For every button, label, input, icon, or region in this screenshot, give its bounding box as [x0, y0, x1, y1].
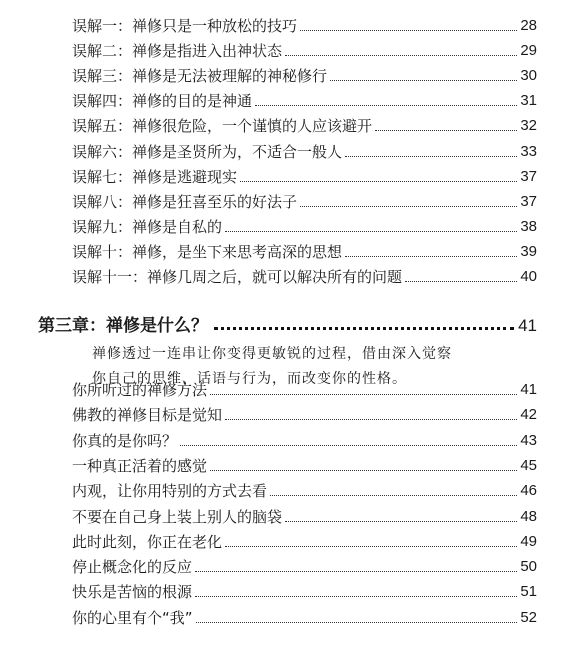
toc-entry-title: 你的心里有个“我” — [72, 608, 193, 627]
toc-entry-title: 误解一：禅修只是一种放松的技巧 — [72, 17, 298, 35]
toc-page-number: 45 — [520, 456, 537, 474]
leader-dots — [225, 546, 517, 547]
chapter-title: 第三章：禅修是什么？ — [38, 316, 208, 336]
toc-page-number: 41 — [520, 381, 537, 398]
leader-dots — [214, 327, 514, 330]
toc-entry[interactable] — [72, 12, 537, 36]
toc-entry[interactable] — [72, 163, 537, 187]
toc-entry-title: 误解二：禅修是指进入出神状态 — [72, 42, 283, 61]
toc-entry[interactable] — [72, 503, 537, 527]
leader-dots — [255, 105, 517, 106]
toc-page-number: 32 — [520, 117, 537, 135]
toc-entry[interactable] — [72, 452, 537, 476]
toc-page-number: 43 — [520, 431, 537, 449]
toc-entry-title: 此时此刻，你正在老化 — [72, 532, 223, 551]
toc-entry[interactable] — [72, 578, 537, 602]
toc-entry-title: 误解七：禅修是逃避现实 — [72, 167, 238, 186]
toc-entry[interactable] — [72, 604, 537, 628]
toc-page-number: 46 — [520, 482, 537, 500]
toc-entry-title: 内观，让你用特别的方式去看 — [72, 482, 268, 501]
leader-dots — [300, 206, 517, 207]
toc-entry[interactable] — [72, 188, 537, 212]
leader-dots — [225, 231, 517, 232]
leader-dots — [270, 495, 517, 496]
leader-dots — [330, 80, 517, 81]
toc-page-number: 40 — [520, 268, 537, 285]
leader-dots — [240, 181, 517, 182]
leader-dots — [210, 470, 517, 471]
toc-page-number: 29 — [520, 42, 537, 60]
toc-entry-title: 快乐是苦恼的根源 — [72, 583, 193, 602]
toc-entry-title: 误解十：禅修，是坐下来思考高深的思想 — [72, 242, 343, 261]
toc-entry[interactable] — [72, 213, 537, 237]
toc-page-number: 38 — [520, 217, 537, 235]
toc-entry-title: 佛教的禅修目标是觉知 — [72, 406, 223, 425]
toc-entry[interactable] — [72, 477, 537, 501]
chapter-page-number: 41 — [518, 316, 537, 335]
toc-entry[interactable] — [72, 401, 537, 425]
toc-entry-title: 你所听过的禅修方法 — [72, 381, 208, 399]
leader-dots — [300, 30, 517, 31]
toc-entry[interactable] — [72, 427, 537, 451]
leader-dots — [210, 394, 517, 395]
leader-dots — [180, 445, 517, 446]
toc-page-number: 33 — [520, 142, 537, 160]
leader-dots — [405, 281, 517, 282]
toc-page-number: 30 — [520, 67, 537, 85]
toc-entry[interactable] — [72, 238, 537, 262]
toc-page-number: 39 — [520, 242, 537, 260]
toc-entry[interactable] — [72, 62, 537, 86]
toc-page-number: 28 — [520, 17, 537, 34]
toc-page-number: 31 — [520, 92, 537, 110]
toc-page-number: 51 — [520, 583, 537, 601]
leader-dots — [345, 256, 517, 257]
leader-dots — [195, 596, 517, 597]
toc-entry[interactable] — [72, 112, 537, 136]
chapter-three-heading[interactable] — [38, 306, 537, 336]
leader-dots — [225, 419, 517, 420]
summary-line: 禅修透过一连串让你变得更敏锐的过程，借由深入觉察 — [92, 346, 452, 362]
toc-entry-title: 你真的是你吗？ — [72, 431, 178, 450]
toc-entry-title: 一种真正活着的感觉 — [72, 456, 208, 475]
toc-entry[interactable] — [72, 138, 537, 162]
toc-entry-title: 不要在自己身上装上别人的脑袋 — [72, 507, 283, 526]
toc-page-number: 37 — [520, 192, 537, 210]
toc-entry-title: 误解四：禅修的目的是神通 — [72, 92, 253, 111]
leader-dots — [375, 130, 517, 131]
toc-entry-title: 误解三：禅修是无法被理解的神秘修行 — [72, 67, 328, 86]
leader-dots — [285, 55, 517, 56]
toc-page-number: 49 — [520, 532, 537, 550]
summary-line: 你自己的思维、话语与行为，而改变你的性格。 — [92, 371, 407, 387]
toc-entry[interactable] — [72, 528, 537, 552]
toc-entry-title: 停止概念化的反应 — [72, 558, 193, 577]
toc-entry[interactable] — [72, 263, 537, 287]
toc-entry[interactable] — [72, 37, 537, 61]
leader-dots — [195, 571, 517, 572]
toc-entry-title: 误解十一：禅修几周之后，就可以解决所有的问题 — [72, 268, 403, 286]
toc-entry-title: 误解五：禅修很危险，一个谨慎的人应该避开 — [72, 117, 373, 136]
toc-page-number: 37 — [520, 167, 537, 185]
toc-page-number: 50 — [520, 558, 537, 576]
leader-dots — [196, 622, 518, 623]
toc-entry[interactable] — [72, 553, 537, 577]
toc-page-number: 52 — [520, 608, 537, 626]
leader-dots — [285, 521, 517, 522]
toc-entry[interactable] — [72, 87, 537, 111]
toc-entry-title: 误解九：禅修是自私的 — [72, 217, 223, 236]
toc-page-number: 48 — [520, 507, 537, 525]
toc-entry-title: 误解六：禅修是圣贤所为，不适合一般人 — [72, 142, 343, 161]
toc-entry[interactable] — [72, 376, 537, 400]
toc-entry-title: 误解八：禅修是狂喜至乐的好法子 — [72, 192, 298, 211]
toc-page-number: 42 — [520, 406, 537, 424]
leader-dots — [345, 156, 517, 157]
